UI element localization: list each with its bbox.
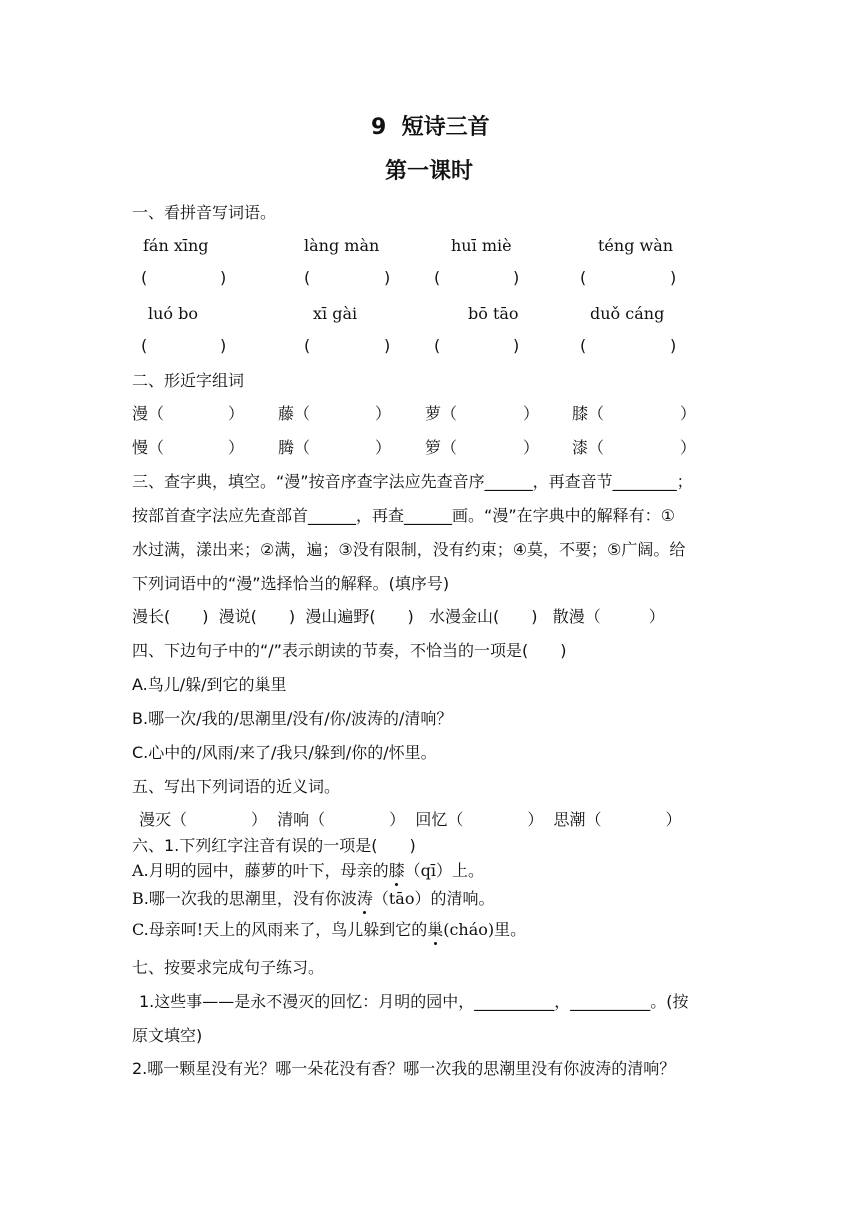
section-1-heading: 一、看拼音写词语。: [132, 203, 277, 222]
option-c: C.母亲呵!天上的风雨来了，鸟儿躲到它的巢(cháo)里。: [132, 920, 527, 939]
char-cell: 漫（: [132, 404, 165, 423]
answer-paren-close: ): [513, 268, 520, 287]
option-a: A.鸟儿/躲/到它的巢里: [132, 675, 287, 694]
section-3-line-4: 下列词语中的“漫”选择恰当的解释。(填序号): [132, 574, 450, 593]
answer-paren-open: (: [304, 336, 311, 355]
answer-paren-close: ): [384, 336, 391, 355]
char-cell: 膝（: [572, 404, 605, 423]
blank: ______: [404, 506, 453, 525]
section-3-line-2: 按部首查字法应先查部首______，再查______画。“漫”在字典中的解释有：①: [132, 506, 675, 525]
answer-paren-open: (: [434, 268, 441, 287]
pinyin-6: xī gài: [313, 304, 358, 323]
char-cell: 腾（: [278, 438, 311, 457]
pinyin-5: luó bo: [148, 304, 199, 323]
option-c: C.心中的/风雨/来了/我只/躲到/你的/怀里。: [132, 743, 437, 762]
blank: __________: [474, 992, 555, 1011]
char-cell-close: ）: [523, 404, 540, 423]
marked-char: 涛: [356, 889, 373, 908]
option-b: B.哪一次/我的/思潮里/没有/你/波涛的/清响？: [132, 709, 453, 728]
answer-paren-open: (: [304, 268, 311, 287]
blank: ________: [612, 472, 677, 491]
answer-paren-close: ): [513, 336, 520, 355]
option-b: B.哪一次我的思潮里，没有你波涛（tāo）的清响。: [132, 889, 495, 908]
char-cell-close: ）: [228, 404, 245, 423]
answer-paren-close: ): [670, 336, 677, 355]
char-cell-close: ）: [680, 404, 697, 423]
answer-paren-open: (: [141, 268, 148, 287]
answer-paren-open: (: [580, 336, 587, 355]
section-7-q1: 1.这些事——是永不漫灭的回忆：月明的园中，__________，__________。(按: [139, 992, 689, 1011]
answer-paren-close: ): [220, 268, 227, 287]
answer-paren-close: ): [670, 268, 677, 287]
char-cell-close: ）: [375, 404, 392, 423]
pinyin-1: fán xīng: [143, 236, 209, 255]
pinyin-7: bō tāo: [468, 304, 519, 323]
section-5-line: 漫灭（ ） 清响（ ） 回忆（ ） 思潮（ ）: [139, 810, 682, 829]
page-title: 9 短诗三首: [371, 115, 490, 140]
answer-paren-open: (: [434, 336, 441, 355]
option-a: A.月明的园中，藤萝的叶下，母亲的膝（qī）上。: [132, 861, 485, 880]
marked-char: 巢: [427, 920, 444, 939]
section-3-line-5: 漫长( ) 漫说( ) 漫山遍野( ) 水漫金山( ) 散漫（ ）: [132, 607, 665, 626]
char-cell: 漆（: [572, 438, 605, 457]
pinyin-4: téng wàn: [598, 236, 674, 255]
pinyin-3: huī miè: [451, 236, 512, 255]
char-cell-close: ）: [523, 438, 540, 457]
section-7-heading: 七、按要求完成句子练习。: [132, 958, 325, 977]
char-cell-close: ）: [680, 438, 697, 457]
marked-char: 膝: [388, 861, 405, 880]
answer-paren-close: ): [384, 268, 391, 287]
pinyin-8: duǒ cáng: [590, 304, 665, 323]
section-6-heading: 六、1.下列红字注音有误的一项是( ): [132, 836, 416, 855]
blank: __________: [570, 992, 651, 1011]
char-cell: 藤（: [278, 404, 311, 423]
char-cell-close: ）: [228, 438, 245, 457]
char-cell: 箩（: [425, 438, 458, 457]
answer-paren-open: (: [580, 268, 587, 287]
section-4-heading: 四、下边句子中的“/”表示朗读的节奏，不恰当的一项是( ): [132, 641, 567, 660]
char-cell: 萝（: [425, 404, 458, 423]
section-3-line-1: 三、查字典，填空。“漫”按音序查字法应先查音序______，再查音节________；: [132, 472, 693, 491]
section-3-line-3: 水过满，漾出来；②满，遍；③没有限制，没有约束；④莫，不要；⑤广阔。给: [132, 540, 686, 559]
answer-paren-open: (: [141, 336, 148, 355]
section-5-heading: 五、写出下列词语的近义词。: [132, 777, 341, 796]
blank: ______: [308, 506, 357, 525]
answer-paren-close: ): [220, 336, 227, 355]
blank: ______: [484, 472, 533, 491]
section-7-q1-cont: 原文填空): [132, 1026, 203, 1045]
section-2-heading: 二、形近字组词: [132, 371, 245, 390]
section-7-q2: 2.哪一颗星没有光？哪一朵花没有香？哪一次我的思潮里没有你波涛的清响？: [132, 1059, 676, 1078]
char-cell: 慢（: [132, 438, 165, 457]
page-subtitle: 第一课时: [385, 159, 474, 184]
pinyin-2: làng màn: [304, 236, 380, 255]
char-cell-close: ）: [375, 438, 392, 457]
